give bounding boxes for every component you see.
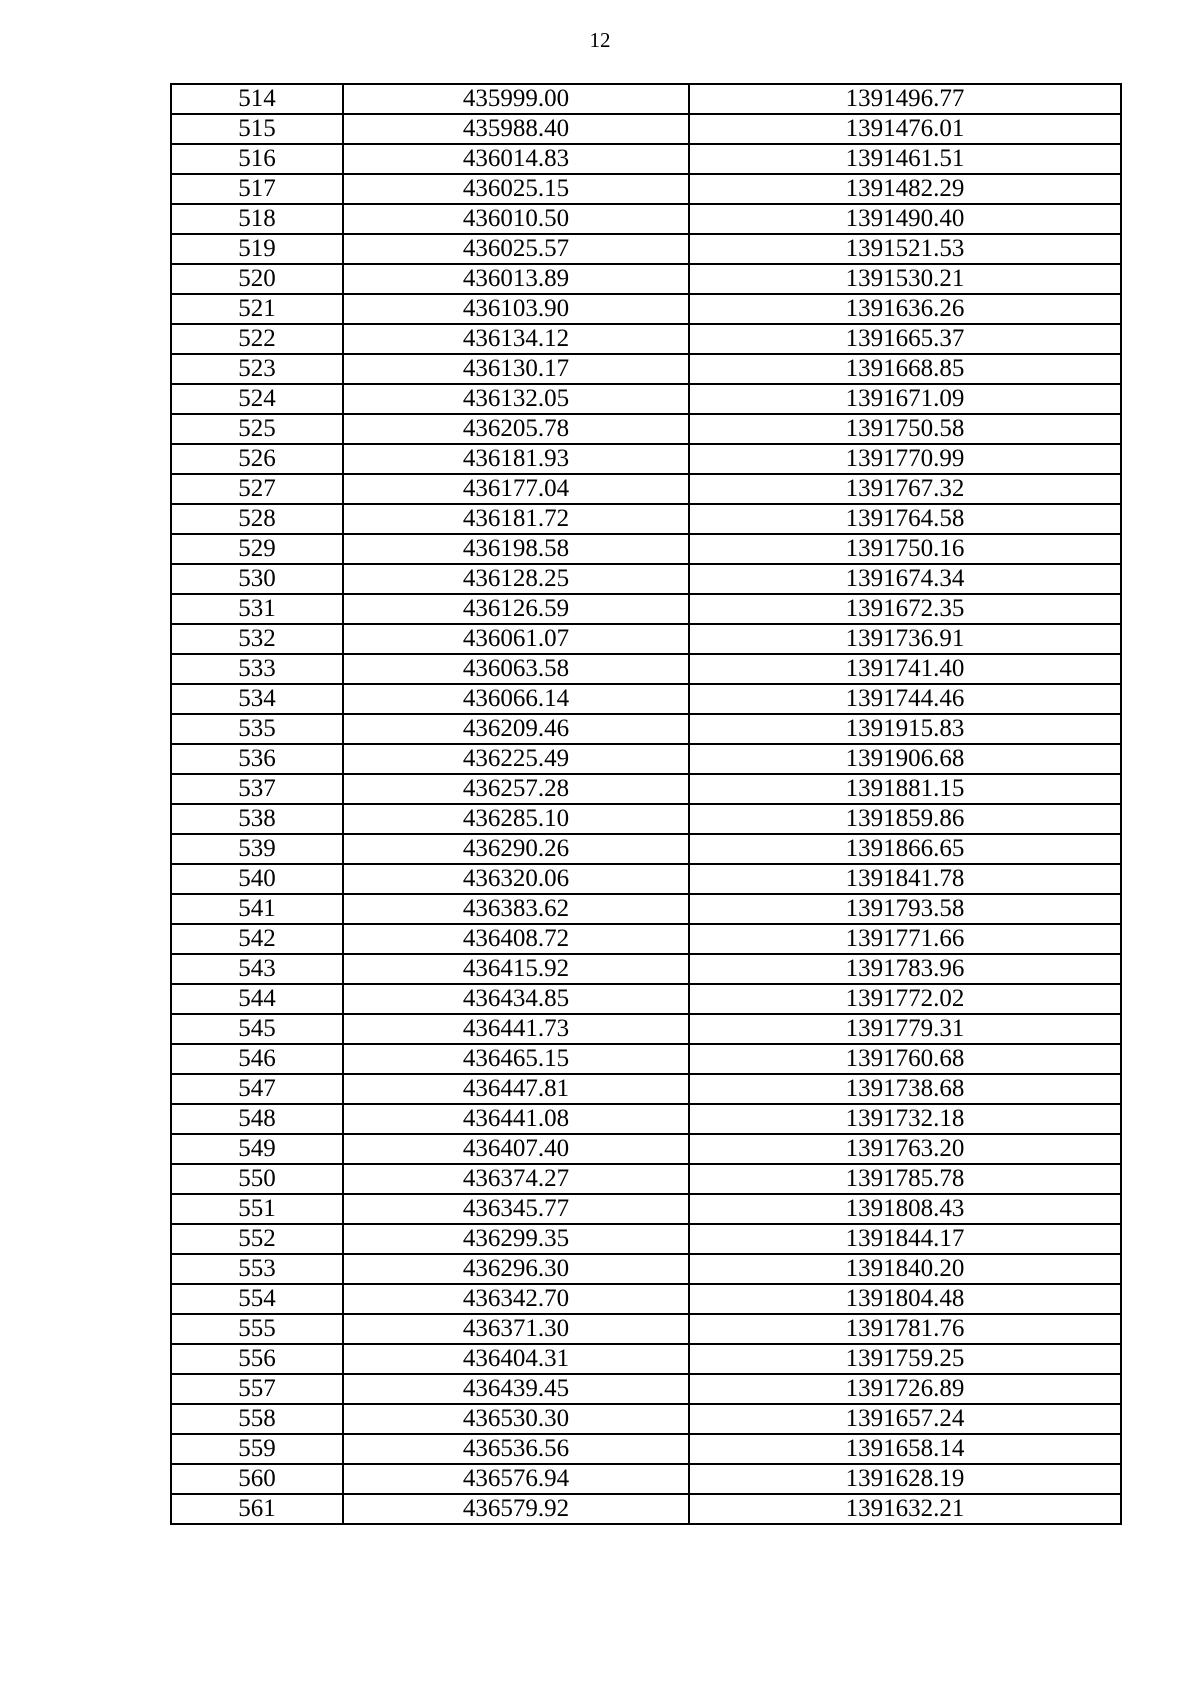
y-coordinate-cell: 1391750.16 — [689, 534, 1121, 564]
y-coordinate-cell: 1391521.53 — [689, 234, 1121, 264]
point-number-cell: 559 — [171, 1434, 343, 1464]
point-number-cell: 516 — [171, 144, 343, 174]
point-number-cell: 546 — [171, 1044, 343, 1074]
table-row — [171, 594, 1121, 624]
table-row — [171, 1104, 1121, 1134]
point-number-cell: 545 — [171, 1014, 343, 1044]
x-coordinate-cell: 436441.08 — [343, 1104, 689, 1134]
y-coordinate-cell: 1391760.68 — [689, 1044, 1121, 1074]
page-number: 12 — [589, 28, 611, 52]
x-coordinate-cell: 436434.85 — [343, 984, 689, 1014]
point-number-cell: 558 — [171, 1404, 343, 1434]
point-number-cell: 537 — [171, 774, 343, 804]
x-coordinate-cell: 436296.30 — [343, 1254, 689, 1284]
y-coordinate-cell: 1391781.76 — [689, 1314, 1121, 1344]
y-coordinate-cell: 1391764.58 — [689, 504, 1121, 534]
point-number-cell: 526 — [171, 444, 343, 474]
x-coordinate-cell: 436061.07 — [343, 624, 689, 654]
table-row — [171, 114, 1121, 144]
point-number-cell: 519 — [171, 234, 343, 264]
table-row — [171, 1194, 1121, 1224]
y-coordinate-cell: 1391476.01 — [689, 114, 1121, 144]
x-coordinate-cell: 436177.04 — [343, 474, 689, 504]
x-coordinate-cell: 436225.49 — [343, 744, 689, 774]
y-coordinate-cell: 1391804.48 — [689, 1284, 1121, 1314]
table-row — [171, 1254, 1121, 1284]
coordinates-table-body — [171, 84, 1121, 1524]
point-number-cell: 540 — [171, 864, 343, 894]
y-coordinate-cell: 1391671.09 — [689, 384, 1121, 414]
point-number-cell: 529 — [171, 534, 343, 564]
x-coordinate-cell: 436132.05 — [343, 384, 689, 414]
table-row — [171, 354, 1121, 384]
y-coordinate-cell: 1391866.65 — [689, 834, 1121, 864]
x-coordinate-cell: 436126.59 — [343, 594, 689, 624]
y-coordinate-cell: 1391783.96 — [689, 954, 1121, 984]
point-number-cell: 548 — [171, 1104, 343, 1134]
point-number-cell: 552 — [171, 1224, 343, 1254]
y-coordinate-cell: 1391490.40 — [689, 204, 1121, 234]
point-number-cell: 528 — [171, 504, 343, 534]
y-coordinate-cell: 1391785.78 — [689, 1164, 1121, 1194]
table-row — [171, 804, 1121, 834]
table-row — [171, 414, 1121, 444]
point-number-cell: 517 — [171, 174, 343, 204]
table-row — [171, 174, 1121, 204]
table-row — [171, 534, 1121, 564]
point-number-cell: 535 — [171, 714, 343, 744]
x-coordinate-cell: 436415.92 — [343, 954, 689, 984]
y-coordinate-cell: 1391772.02 — [689, 984, 1121, 1014]
table-row — [171, 324, 1121, 354]
point-number-cell: 520 — [171, 264, 343, 294]
y-coordinate-cell: 1391732.18 — [689, 1104, 1121, 1134]
y-coordinate-cell: 1391841.78 — [689, 864, 1121, 894]
y-coordinate-cell: 1391793.58 — [689, 894, 1121, 924]
point-number-cell: 527 — [171, 474, 343, 504]
table-row — [171, 84, 1121, 114]
x-coordinate-cell: 436025.57 — [343, 234, 689, 264]
x-coordinate-cell: 436181.72 — [343, 504, 689, 534]
y-coordinate-cell: 1391881.15 — [689, 774, 1121, 804]
point-number-cell: 534 — [171, 684, 343, 714]
table-row — [171, 954, 1121, 984]
x-coordinate-cell: 436320.06 — [343, 864, 689, 894]
y-coordinate-cell: 1391657.24 — [689, 1404, 1121, 1434]
y-coordinate-cell: 1391770.99 — [689, 444, 1121, 474]
table-row — [171, 204, 1121, 234]
x-coordinate-cell: 436579.92 — [343, 1494, 689, 1524]
x-coordinate-cell: 436374.27 — [343, 1164, 689, 1194]
y-coordinate-cell: 1391844.17 — [689, 1224, 1121, 1254]
y-coordinate-cell: 1391744.46 — [689, 684, 1121, 714]
y-coordinate-cell: 1391771.66 — [689, 924, 1121, 954]
table-row — [171, 1134, 1121, 1164]
x-coordinate-cell: 436130.17 — [343, 354, 689, 384]
point-number-cell: 541 — [171, 894, 343, 924]
y-coordinate-cell: 1391496.77 — [689, 84, 1121, 114]
table-row — [171, 684, 1121, 714]
point-number-cell: 524 — [171, 384, 343, 414]
x-coordinate-cell: 436439.45 — [343, 1374, 689, 1404]
point-number-cell: 538 — [171, 804, 343, 834]
y-coordinate-cell: 1391759.25 — [689, 1344, 1121, 1374]
table-row — [171, 924, 1121, 954]
y-coordinate-cell: 1391674.34 — [689, 564, 1121, 594]
table-row — [171, 864, 1121, 894]
x-coordinate-cell: 436290.26 — [343, 834, 689, 864]
point-number-cell: 531 — [171, 594, 343, 624]
table-row — [171, 654, 1121, 684]
x-coordinate-cell: 436345.77 — [343, 1194, 689, 1224]
table-row — [171, 144, 1121, 174]
table-row — [171, 474, 1121, 504]
point-number-cell: 543 — [171, 954, 343, 984]
table-row — [171, 384, 1121, 414]
x-coordinate-cell: 436013.89 — [343, 264, 689, 294]
x-coordinate-cell: 436408.72 — [343, 924, 689, 954]
y-coordinate-cell: 1391482.29 — [689, 174, 1121, 204]
x-coordinate-cell: 436025.15 — [343, 174, 689, 204]
x-coordinate-cell: 436014.83 — [343, 144, 689, 174]
y-coordinate-cell: 1391636.26 — [689, 294, 1121, 324]
y-coordinate-cell: 1391530.21 — [689, 264, 1121, 294]
point-number-cell: 544 — [171, 984, 343, 1014]
y-coordinate-cell: 1391668.85 — [689, 354, 1121, 384]
x-coordinate-cell: 436128.25 — [343, 564, 689, 594]
table-row — [171, 294, 1121, 324]
point-number-cell: 533 — [171, 654, 343, 684]
point-number-cell: 553 — [171, 1254, 343, 1284]
point-number-cell: 560 — [171, 1464, 343, 1494]
x-coordinate-cell: 436342.70 — [343, 1284, 689, 1314]
point-number-cell: 550 — [171, 1164, 343, 1194]
point-number-cell: 523 — [171, 354, 343, 384]
y-coordinate-cell: 1391658.14 — [689, 1434, 1121, 1464]
x-coordinate-cell: 436134.12 — [343, 324, 689, 354]
table-row — [171, 834, 1121, 864]
x-coordinate-cell: 436536.56 — [343, 1434, 689, 1464]
y-coordinate-cell: 1391767.32 — [689, 474, 1121, 504]
y-coordinate-cell: 1391726.89 — [689, 1374, 1121, 1404]
point-number-cell: 551 — [171, 1194, 343, 1224]
y-coordinate-cell: 1391750.58 — [689, 414, 1121, 444]
x-coordinate-cell: 436465.15 — [343, 1044, 689, 1074]
x-coordinate-cell: 436371.30 — [343, 1314, 689, 1344]
x-coordinate-cell: 435999.00 — [343, 84, 689, 114]
y-coordinate-cell: 1391738.68 — [689, 1074, 1121, 1104]
x-coordinate-cell: 436383.62 — [343, 894, 689, 924]
x-coordinate-cell: 436181.93 — [343, 444, 689, 474]
y-coordinate-cell: 1391808.43 — [689, 1194, 1121, 1224]
table-row — [171, 714, 1121, 744]
y-coordinate-cell: 1391632.21 — [689, 1494, 1121, 1524]
table-row — [171, 1434, 1121, 1464]
y-coordinate-cell: 1391672.35 — [689, 594, 1121, 624]
point-number-cell: 515 — [171, 114, 343, 144]
table-row — [171, 234, 1121, 264]
x-coordinate-cell: 436209.46 — [343, 714, 689, 744]
table-row — [171, 504, 1121, 534]
y-coordinate-cell: 1391665.37 — [689, 324, 1121, 354]
point-number-cell: 539 — [171, 834, 343, 864]
table-row — [171, 1164, 1121, 1194]
x-coordinate-cell: 435988.40 — [343, 114, 689, 144]
table-row — [171, 984, 1121, 1014]
y-coordinate-cell: 1391779.31 — [689, 1014, 1121, 1044]
table-row — [171, 1044, 1121, 1074]
point-number-cell: 554 — [171, 1284, 343, 1314]
point-number-cell: 536 — [171, 744, 343, 774]
point-number-cell: 556 — [171, 1344, 343, 1374]
table-row — [171, 1464, 1121, 1494]
table-row — [171, 1494, 1121, 1524]
table-row — [171, 774, 1121, 804]
x-coordinate-cell: 436441.73 — [343, 1014, 689, 1044]
point-number-cell: 561 — [171, 1494, 343, 1524]
point-number-cell: 555 — [171, 1314, 343, 1344]
table-row — [171, 444, 1121, 474]
table-row — [171, 744, 1121, 774]
x-coordinate-cell: 436407.40 — [343, 1134, 689, 1164]
point-number-cell: 557 — [171, 1374, 343, 1404]
point-number-cell: 530 — [171, 564, 343, 594]
x-coordinate-cell: 436530.30 — [343, 1404, 689, 1434]
y-coordinate-cell: 1391859.86 — [689, 804, 1121, 834]
table-row — [171, 1344, 1121, 1374]
x-coordinate-cell: 436285.10 — [343, 804, 689, 834]
point-number-cell: 518 — [171, 204, 343, 234]
x-coordinate-cell: 436404.31 — [343, 1344, 689, 1374]
table-row — [171, 1074, 1121, 1104]
table-row — [171, 1404, 1121, 1434]
table-row — [171, 1374, 1121, 1404]
point-number-cell: 525 — [171, 414, 343, 444]
y-coordinate-cell: 1391840.20 — [689, 1254, 1121, 1284]
table-row — [171, 264, 1121, 294]
x-coordinate-cell: 436576.94 — [343, 1464, 689, 1494]
table-row — [171, 564, 1121, 594]
x-coordinate-cell: 436066.14 — [343, 684, 689, 714]
coordinates-table — [170, 83, 1122, 1525]
point-number-cell: 521 — [171, 294, 343, 324]
x-coordinate-cell: 436010.50 — [343, 204, 689, 234]
x-coordinate-cell: 436257.28 — [343, 774, 689, 804]
x-coordinate-cell: 436198.58 — [343, 534, 689, 564]
y-coordinate-cell: 1391763.20 — [689, 1134, 1121, 1164]
table-row — [171, 1314, 1121, 1344]
x-coordinate-cell: 436103.90 — [343, 294, 689, 324]
x-coordinate-cell: 436063.58 — [343, 654, 689, 684]
table-row — [171, 1224, 1121, 1254]
point-number-cell: 547 — [171, 1074, 343, 1104]
point-number-cell: 532 — [171, 624, 343, 654]
y-coordinate-cell: 1391915.83 — [689, 714, 1121, 744]
y-coordinate-cell: 1391736.91 — [689, 624, 1121, 654]
point-number-cell: 549 — [171, 1134, 343, 1164]
x-coordinate-cell: 436447.81 — [343, 1074, 689, 1104]
table-row — [171, 894, 1121, 924]
x-coordinate-cell: 436299.35 — [343, 1224, 689, 1254]
point-number-cell: 522 — [171, 324, 343, 354]
table-row — [171, 624, 1121, 654]
x-coordinate-cell: 436205.78 — [343, 414, 689, 444]
table-row — [171, 1284, 1121, 1314]
y-coordinate-cell: 1391906.68 — [689, 744, 1121, 774]
y-coordinate-cell: 1391628.19 — [689, 1464, 1121, 1494]
point-number-cell: 514 — [171, 84, 343, 114]
y-coordinate-cell: 1391461.51 — [689, 144, 1121, 174]
y-coordinate-cell: 1391741.40 — [689, 654, 1121, 684]
table-row — [171, 1014, 1121, 1044]
point-number-cell: 542 — [171, 924, 343, 954]
